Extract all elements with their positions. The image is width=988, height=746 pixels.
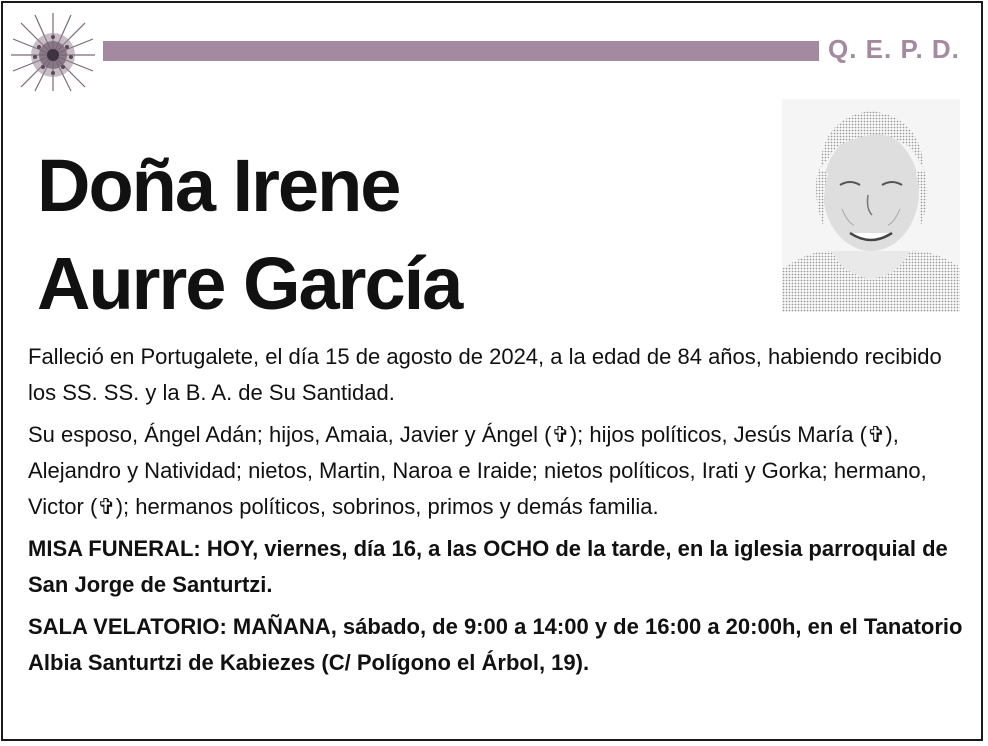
funeral-mass-info: MISA FUNERAL: HOY, viernes, día 16, a las OCHO de la tarde, en la iglesia parroquial de San Jorge de Santurtzi.	[28, 536, 948, 597]
death-announcement: Falleció en Portugalete, el día 15 de agosto de 2024, a la edad de 84 años, habiendo recibido los SS. SS. y la B. A. de Su Santidad.	[28, 344, 942, 405]
name-line-1: Doña Irene	[37, 144, 400, 227]
obituary-notice	[1, 1, 983, 741]
family-list: Su esposo, Ángel Adán; hijos, Amaia, Javier y Ángel (✞); hijos políticos, Jesús María (✞), Alejandro y Natividad; nietos, Martin, Naroa e Iraide; nietos políticos, Irati y Gorka; hermano, Victor (✞); hermanos políticos, sobrinos, primos y demás familia.	[28, 422, 927, 519]
header-band	[103, 41, 819, 61]
deceased-name	[37, 137, 461, 333]
name-line-2: Aurre García	[37, 242, 462, 325]
notice-body	[28, 339, 963, 687]
qepd-label: Q. E. P. D.	[828, 34, 960, 64]
thistle-flower-icon	[9, 11, 97, 93]
portrait-photo	[782, 99, 960, 312]
wake-room-info: SALA VELATORIO: MAÑANA, sábado, de 9:00 a 14:00 y de 16:00 a 20:00h, en el Tanatorio Albia Santurtzi de Kabiezes (C/ Polígono el Árbol, 19).	[28, 614, 963, 675]
